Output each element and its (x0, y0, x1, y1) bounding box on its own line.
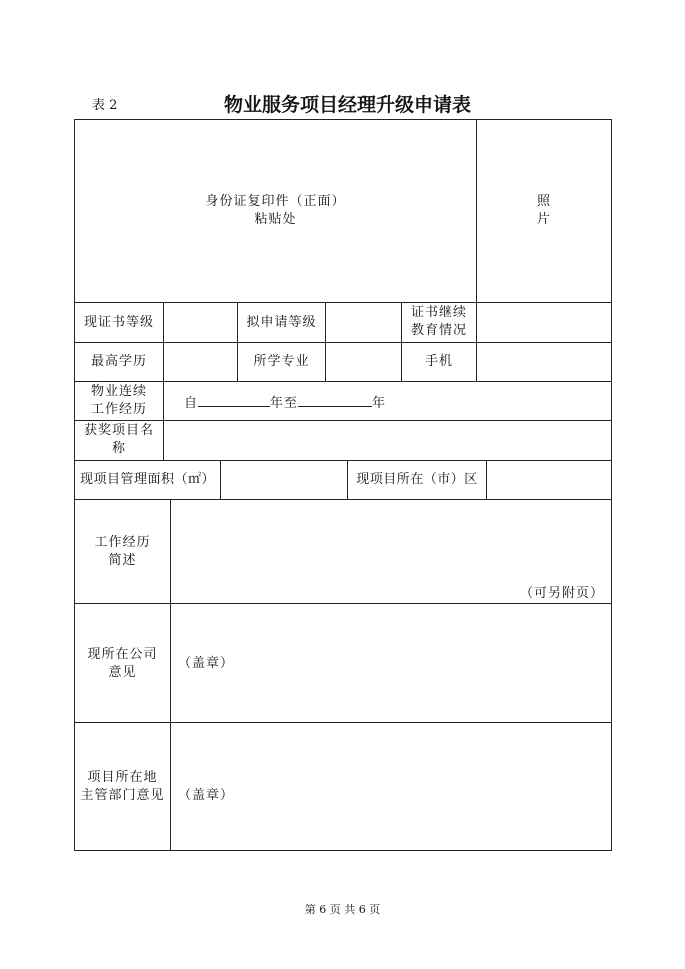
experience-period (184, 392, 386, 413)
authority-opinion-label (75, 769, 170, 805)
highest-degree-label: 最高学历 (90, 354, 147, 369)
year-label: 年 (372, 396, 387, 411)
id-copy-paste-area (75, 193, 476, 229)
work-experience-line1: 物业连续 (90, 384, 147, 399)
continuing-education-label (402, 304, 476, 340)
table-number: 表 2 (92, 98, 118, 113)
phone-label: 手机 (424, 354, 453, 369)
apply-level-label: 拟申请等级 (246, 315, 317, 330)
photo-label-2: 片 (536, 212, 551, 227)
company-opinion-line2: 意见 (108, 665, 137, 680)
work-experience-label (75, 383, 163, 419)
attach-page-note: （可另附页） (520, 586, 605, 601)
authority-opinion-line1: 项目所在地 (87, 770, 158, 785)
authority-seal-label: （盖章） (178, 788, 235, 803)
end-year-blank[interactable] (298, 392, 372, 407)
form-title: 物业服务项目经理升级申请表 (223, 94, 471, 116)
work-summary-line2: 简述 (108, 553, 137, 568)
award-project-line1: 获奖项目名 (83, 423, 154, 438)
company-opinion-line1: 现所在公司 (87, 647, 158, 662)
managed-area-label: 现项目管理面积（㎡） (79, 472, 215, 487)
company-seal-label: （盖章） (178, 656, 235, 671)
year-to-label: 年至 (270, 396, 299, 411)
current-cert-level-label: 现证书等级 (83, 315, 154, 330)
award-project-label (75, 422, 163, 458)
award-project-line2: 称 (111, 441, 126, 456)
work-summary-label (75, 534, 170, 570)
page-number: 第 6 页 共 6 页 (304, 903, 381, 916)
authority-opinion-line2: 主管部门意见 (80, 788, 165, 803)
start-year-blank[interactable] (198, 392, 270, 407)
work-summary-line1: 工作经历 (94, 535, 151, 550)
paste-here-label: 粘贴处 (254, 212, 297, 227)
company-opinion-label (75, 646, 170, 682)
photo-area (477, 193, 611, 229)
continuing-education-line1: 证书继续 (410, 305, 467, 320)
id-copy-label: 身份证复印件（正面） (205, 194, 346, 209)
major-label: 所学专业 (253, 354, 310, 369)
from-label: 自 (184, 396, 199, 411)
photo-label-1: 照 (536, 194, 551, 209)
continuing-education-line2: 教育情况 (410, 323, 467, 338)
work-experience-line2: 工作经历 (90, 402, 147, 417)
project-district-label: 现项目所在（市）区 (356, 472, 478, 487)
